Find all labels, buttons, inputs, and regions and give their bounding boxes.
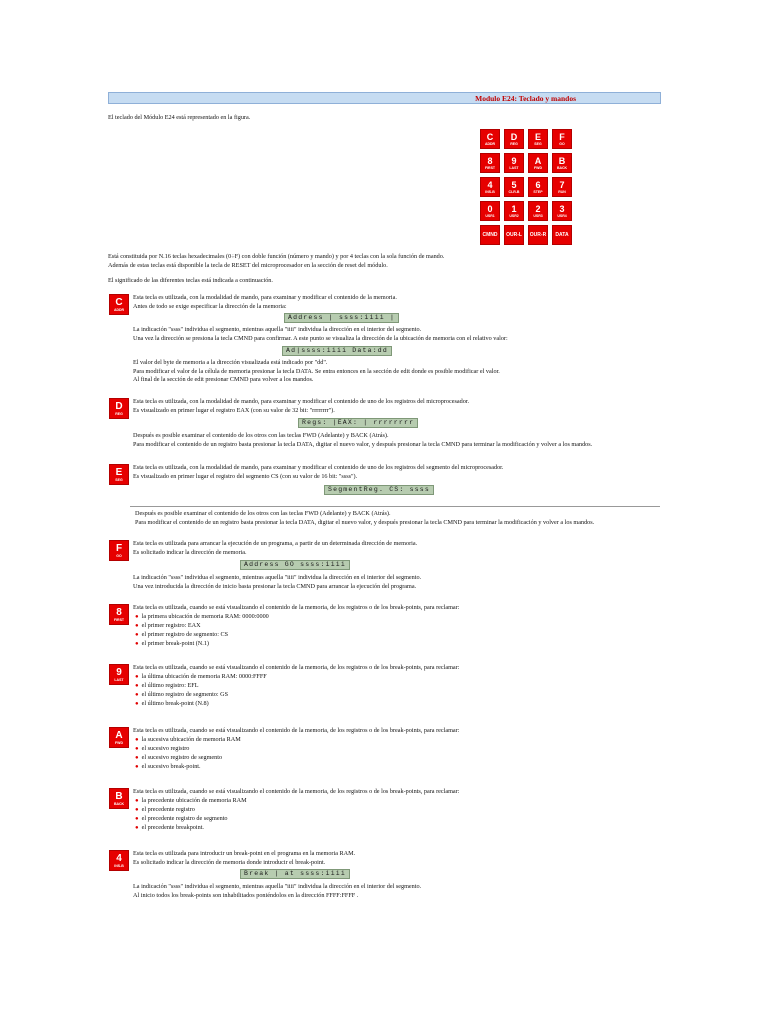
keypad-key-sublabel: BACK (556, 165, 568, 170)
k9-bullet-text: el último break-point (N.8) (141, 700, 209, 707)
keypad-key-sublabel: REG (510, 141, 518, 146)
key-b-back-icon (109, 788, 129, 809)
keypad-key (480, 225, 500, 245)
keypad-key-label: B (558, 155, 566, 166)
k8-bullet (135, 622, 201, 630)
kb-bullet (135, 797, 247, 805)
keypad-key (528, 153, 548, 173)
keypad-key (504, 201, 524, 221)
key-9-last-icon (109, 664, 129, 685)
key-d-reg-icon (109, 398, 129, 419)
keypad-key-label: OUR-L (506, 232, 522, 238)
desc-line-3: El significado de las diferentes teclas está indicada a continuación. (108, 277, 273, 284)
keypad-key-label: 2 (535, 203, 541, 214)
kb-bullet (135, 824, 204, 832)
title-bar (108, 92, 661, 104)
keypad-key-label: OUR-R (529, 232, 547, 238)
section-divider (130, 506, 660, 507)
keypad-key-sublabel: USR3 (533, 213, 543, 218)
c-line-4: Una vez la dirección se presiona la tecla CMND para confirmar. A este punto se visualiza la dirección de la ubicación de memoria con el relativo valor: (133, 335, 508, 342)
keypad-key (504, 129, 524, 149)
keypad-key-label: A (534, 155, 542, 166)
kb-bullet-text: el precedente registro de segmento (141, 815, 228, 822)
keypad-key (552, 225, 572, 245)
kb-bullet-text: la precedente ubicación de memoria RAM (141, 797, 247, 804)
bullet-icon: ● (135, 816, 139, 822)
k9-bullet-text: el último registro: EFL (141, 682, 199, 689)
c-lcd-data: Ad|ssss:iiii Data:dd (282, 346, 392, 356)
ka-bullet-text: la sucesiva ubicación de memoria RAM (141, 736, 241, 743)
k8-bullet-text: el primer registro de segmento: CS (141, 631, 229, 638)
k8-bullet (135, 631, 228, 639)
k9-bullet (135, 691, 228, 699)
c-line-2: Antes de todo se exige especificar la dirección de la memoria: (133, 303, 287, 310)
bullet-icon: ● (135, 746, 139, 752)
ka-bullet-text: el sucesivo break-point. (141, 763, 201, 770)
kb-bullet-text: el precedente registro (141, 806, 195, 813)
ka-bullet (135, 763, 201, 771)
d-line-2: Es visualizado en primer lugar el registro EAX (con su valor de 32 bit: "rrrrrrrr"). (133, 407, 335, 414)
c-line-1: Esta tecla es utilizada, con la modalidad de mando, para examinar y modificar el contenido de la memoria. (133, 294, 397, 301)
bullet-icon: ● (135, 737, 139, 743)
keypad-key-sublabel: USR4 (557, 213, 567, 218)
k9-bullet (135, 673, 267, 681)
keypad-key-sublabel: GO (559, 141, 565, 146)
keypad-key-label: DATA (555, 232, 569, 238)
k8-bullet (135, 613, 269, 621)
key-f-go-icon (109, 540, 129, 561)
key-e-label: E (115, 466, 123, 478)
keypad-key (528, 177, 548, 197)
keypad-key-sublabel: CLR-B (508, 189, 520, 194)
bullet-icon: ● (135, 825, 139, 831)
c-line-6: Para modificar el valor de la célula de memoria presionar la tecla DATA. Se entra entonces en la sección de edit donde es posible modificar el valor. (133, 368, 500, 375)
bullet-icon: ● (135, 614, 139, 620)
key-8-first-icon (109, 604, 129, 625)
key-8-label: 8 (116, 606, 122, 618)
e-line-4: Para modificar el contenido de un registro basta presionar la tecla DATA, digitar el nuevo valor, y después presionar la tecla CMND para terminar la modificación y volver a los mandos. (135, 519, 595, 526)
keypad-key-sublabel: USR2 (509, 213, 519, 218)
keypad-key (528, 201, 548, 221)
key-4-label: 4 (116, 852, 122, 864)
keypad-key (552, 153, 572, 173)
key-a-label: A (115, 729, 123, 741)
bullet-icon: ● (135, 683, 139, 689)
ka-bullet-text: el sucesivo registro de segmento (141, 754, 223, 761)
key-4-ins-b-icon (109, 850, 129, 871)
bullet-icon: ● (135, 798, 139, 804)
keypad-key-sublabel: SEG (534, 141, 542, 146)
ka-line-1: Esta tecla es utilizada, cuando se está visualizando el contenido de la memoria, de los registros o de los break-points, para reclamar: (133, 727, 460, 734)
bullet-icon: ● (135, 632, 139, 638)
c-lcd-address: Address | ssss:iiii | (284, 313, 399, 323)
key-f-label: F (115, 542, 123, 554)
keypad-key (504, 177, 524, 197)
e-lcd-segment: SegmentReg. CS: ssss (324, 485, 434, 495)
key-4-sublabel: INS-B (114, 863, 124, 868)
k4-line-2: Es solicitado indicar la dirección de memoria donde introducir el break-point. (133, 859, 326, 866)
k8-bullet (135, 640, 209, 648)
k8-bullet-text: el primer break-point (N.1) (141, 640, 209, 647)
bullet-icon: ● (135, 701, 139, 707)
keypad-key (480, 201, 500, 221)
keypad-key-label: 5 (511, 179, 517, 190)
kb-line-1: Esta tecla es utilizada, cuando se está visualizando el contenido de la memoria, de los registros o de los break-points, para reclamar: (133, 788, 460, 795)
keypad-figure (480, 129, 572, 245)
keypad-key (552, 177, 572, 197)
ka-bullet-text: el sucesivo registro (141, 745, 190, 752)
k4-line-1: Esta tecla es utilizada para introducir un break-point en el programa en la memoria RAM. (133, 850, 356, 857)
key-b-sublabel: BACK (113, 801, 125, 806)
key-c-sublabel: ADDR (113, 307, 125, 312)
k9-bullet (135, 682, 199, 690)
key-a-fwd-icon (109, 727, 129, 748)
key-a-sublabel: FWD (115, 740, 123, 745)
k4-line-3: La indicación "ssss" individua el segmento, mientras aquella "iiii" individua la dirección en el interior del segmento. (133, 883, 422, 890)
f-lcd-go: Address GO ssss:iiii (240, 560, 350, 570)
keypad-key-sublabel: FWD (534, 165, 542, 170)
keypad-key (480, 129, 500, 149)
f-line-4: Una vez introducida la dirección de inicio basta presionar la tecla CMND para arrancar la ejecución del programa. (133, 583, 417, 590)
k9-bullet-text: la última ubicación de memoria RAM: 0000:FFFF (141, 673, 267, 680)
kb-bullet (135, 806, 195, 814)
keypad-key (528, 225, 548, 245)
keypad-key-label: 1 (511, 203, 517, 214)
keypad-key-label: 9 (511, 155, 517, 166)
key-8-sublabel: FIRST (113, 617, 125, 622)
keypad-key-sublabel: USR1 (485, 213, 495, 218)
keypad-key-sublabel: INS-B (485, 189, 495, 194)
keypad-key-label: E (534, 131, 541, 142)
page-title: Modulo E24: Teclado y mandos (475, 94, 576, 103)
d-lcd-regs: Regs: |EAX: | rrrrrrrr (298, 418, 418, 428)
f-line-2: Es solicitado indicar la dirección de memoria. (133, 549, 247, 556)
d-line-3: Después es posible examinar el contenido de los otros con las teclas FWD (Adelante) y BACK (Atrás). (133, 432, 389, 439)
key-d-label: D (115, 400, 123, 412)
keypad-key-sublabel: ADDR (484, 141, 496, 146)
keypad-key (480, 153, 500, 173)
c-line-5: El valor del byte de memoria a la dirección visualizada está indicado por "dd". (133, 359, 328, 366)
keypad-key-label: D (510, 131, 518, 142)
k8-bullet-text: el primer registro: EAX (141, 622, 201, 629)
e-line-2: Es visualizado en primer lugar el registro del segmento CS (con su valor de 16 bit: "ssss"). (133, 473, 358, 480)
keypad-key-label: 8 (487, 155, 493, 166)
key-d-sublabel: REG (115, 411, 123, 416)
keypad-key-label: 6 (535, 179, 541, 190)
k4-line-4: Al inicio todos los break-points son inhabilitados poniéndolos en la dirección FFFF:FFFF . (133, 892, 359, 899)
key-c-addr-icon (109, 294, 129, 315)
key-e-sublabel: SEG (115, 477, 123, 482)
keypad-key-sublabel: FIRST (484, 165, 496, 170)
keypad-key (552, 201, 572, 221)
desc-line-1: Está constituida por N.16 teclas hexadecimales (0÷F) con doble función (número y mando) y por 4 teclas con la sola función de mando. (108, 253, 445, 260)
ka-bullet (135, 745, 189, 753)
k9-line-1: Esta tecla es utilizada, cuando se está visualizando el contenido de la memoria, de los registros o de los break-points, para reclamar: (133, 664, 460, 671)
e-line-3: Después es posible examinar el contenido de los otros con las teclas FWD (Adelante) y BACK (Atrás). (135, 510, 391, 517)
keypad-key-sublabel: STEP (533, 189, 543, 194)
keypad-key-label: CMND (482, 232, 498, 238)
keypad-key-label: 7 (559, 179, 565, 190)
keypad-key-label: C (486, 131, 494, 142)
key-9-label: 9 (116, 666, 122, 678)
keypad-key (504, 225, 524, 245)
keypad-key-label: 4 (487, 179, 493, 190)
key-9-sublabel: LAST (114, 677, 124, 682)
keypad-key (552, 129, 572, 149)
keypad-key-sublabel: LAST (509, 165, 519, 170)
keypad-key (480, 177, 500, 197)
k8-bullet-text: la primera ubicación de memoria RAM: 0000:0000 (141, 613, 269, 620)
k9-bullet-text: el último registro de segmento: GS (141, 691, 229, 698)
c-line-3: La indicación "ssss" individua el segmento, mientras aquella "iiii" individua la dirección en el interior del segmento. (133, 326, 422, 333)
ka-bullet (135, 736, 241, 744)
ka-bullet (135, 754, 222, 762)
bullet-icon: ● (135, 674, 139, 680)
e-line-1: Esta tecla es utilizada, con la modalidad de mando, para examinar y modificar el contenido de uno de los registros del segmento del microprocesador. (133, 464, 504, 471)
k8-line-1: Esta tecla es utilizada, cuando se está visualizando el contenido de la memoria, de los registros o de los break-points, para reclamar: (133, 604, 460, 611)
c-line-7: Al final de la sección de edit presionar CMND para volver a los mandos. (133, 376, 314, 383)
key-e-seg-icon (109, 464, 129, 485)
keypad-key-label: 0 (487, 203, 493, 214)
kb-bullet (135, 815, 228, 823)
bullet-icon: ● (135, 764, 139, 770)
keypad-key (528, 129, 548, 149)
desc-line-2: Además de estas teclas está disponible la tecla de RESET del microprocesador en la sección de reset del módulo. (108, 262, 388, 269)
key-b-label: B (115, 790, 123, 802)
keypad-key-label: F (559, 131, 565, 142)
kb-bullet-text: el precedente breakpoint. (141, 824, 204, 831)
d-line-1: Esta tecla es utilizada, con la modalidad de mando, para examinar y modificar el contenido de uno de los registros del microprocesador. (133, 398, 470, 405)
k9-bullet (135, 700, 209, 708)
bullet-icon: ● (135, 807, 139, 813)
key-c-label: C (115, 296, 123, 308)
keypad-key-sublabel: RUN (558, 189, 566, 194)
bullet-icon: ● (135, 755, 139, 761)
k4-lcd-break: Break | at ssss:iiii (240, 869, 350, 879)
d-line-4: Para modificar el contenido de un registro basta presionar la tecla DATA, digitar el nuevo valor, y después presionar la tecla CMND para terminar la modificación y volver a los mandos. (133, 441, 593, 448)
keypad-key (504, 153, 524, 173)
f-line-3: La indicación "ssss" individua el segmento, mientras aquella "iiii" individua la dirección en el interior del segmento. (133, 574, 422, 581)
bullet-icon: ● (135, 641, 139, 647)
bullet-icon: ● (135, 692, 139, 698)
keypad-key-label: 3 (559, 203, 565, 214)
f-line-1: Esta tecla es utilizada para arrancar la ejecución de un programa, a partir de un determinada dirección de memoria. (133, 540, 418, 547)
bullet-icon: ● (135, 623, 139, 629)
intro-text: El teclado del Módulo E24 está representado en la figura. (108, 114, 251, 121)
key-f-sublabel: GO (116, 553, 122, 558)
